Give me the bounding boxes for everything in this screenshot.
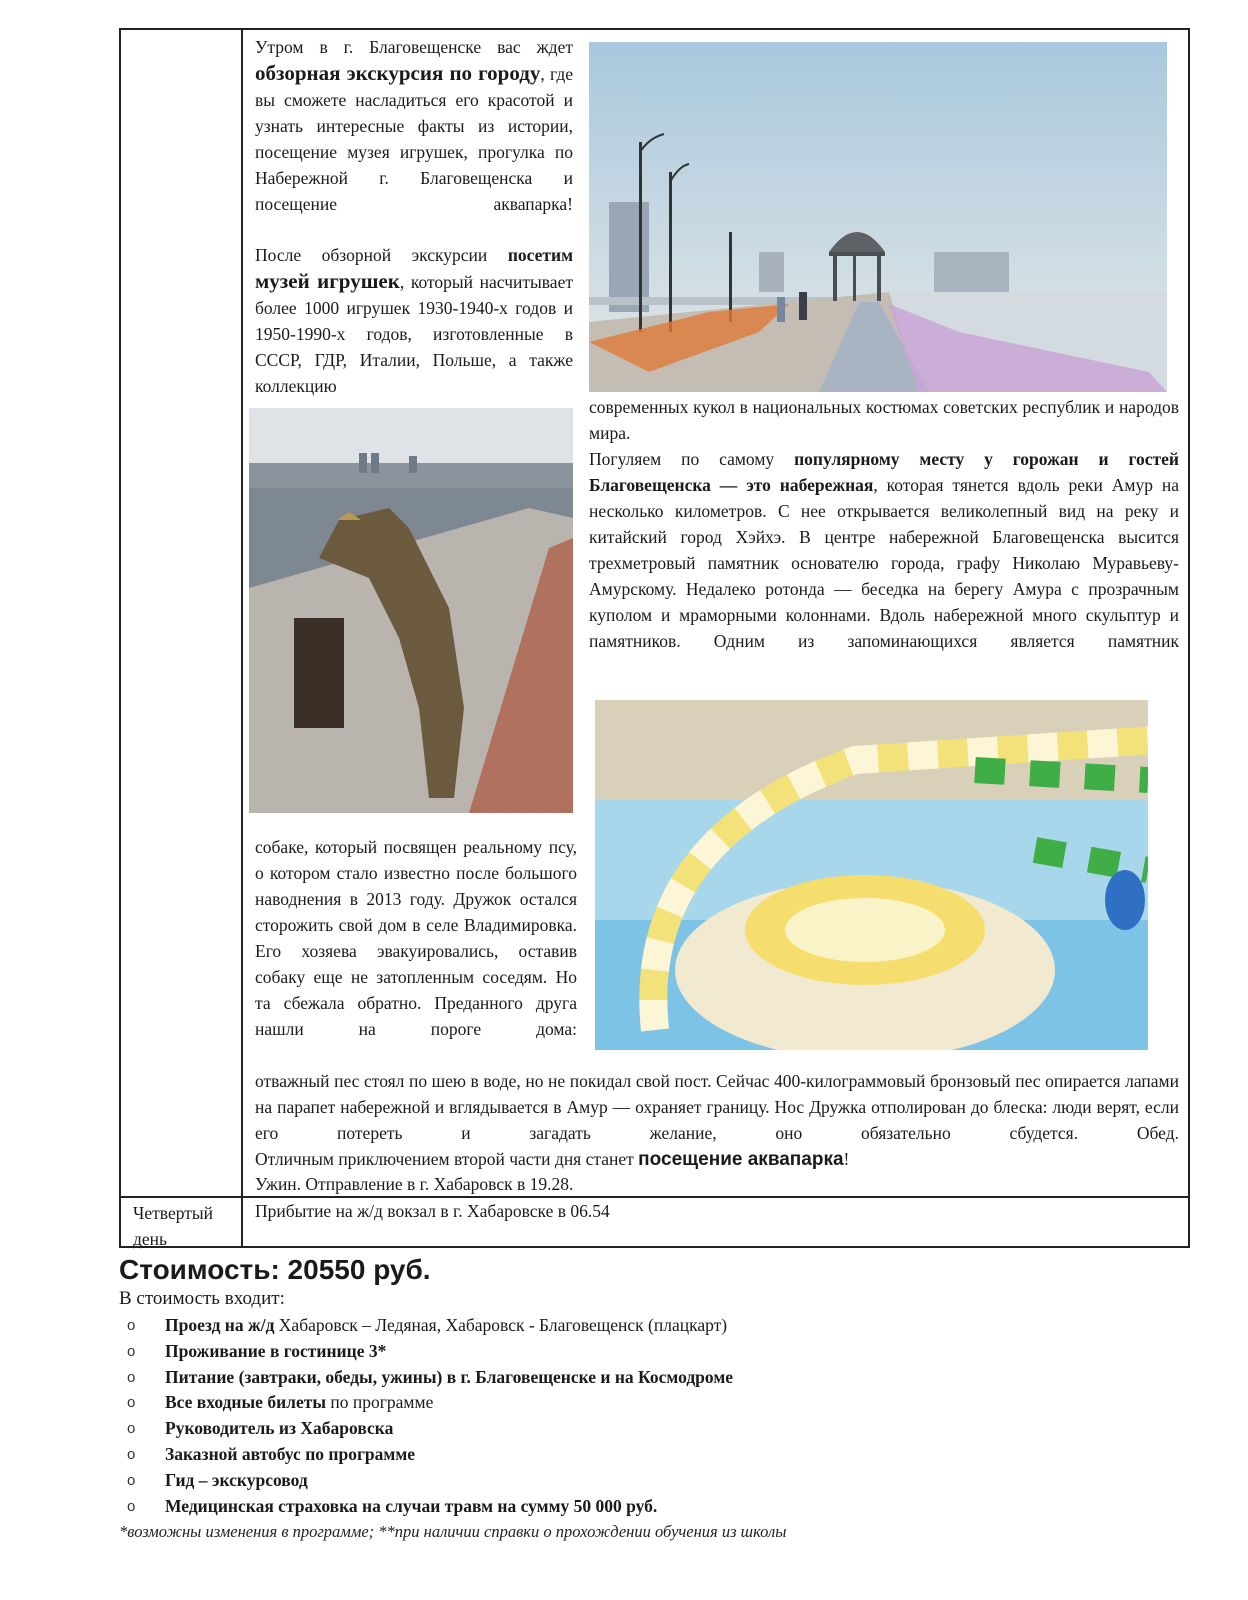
text: собаке, который посвящен реальному псу, о котором стало известно после большого наводнения в 2013 году. Дружок остался сторожить свой дом в селе Владимировка. Его хозяева эвакуировались, оставив собаку еще не затопленным соседям. Но та сбежала обратно. Преданного друга нашли на пороге дома:	[255, 837, 577, 1039]
bold-text: Проезд на ж/д	[165, 1315, 275, 1335]
bullet-icon: o	[127, 1471, 136, 1489]
bullet-icon: o	[127, 1445, 136, 1463]
bullet-icon: o	[127, 1497, 136, 1515]
bold-text: Руководитель из Хабаровска	[165, 1418, 394, 1439]
bullet-icon: o	[127, 1394, 136, 1412]
bullet-icon: o	[127, 1368, 136, 1386]
list-item	[127, 1339, 733, 1365]
bold-text: Заказной автобус по программе	[165, 1443, 416, 1464]
text: !	[843, 1149, 850, 1169]
paragraph-dog-story-cont	[255, 1068, 1179, 1146]
bold-text: Все входные билеты	[165, 1392, 326, 1413]
bullet-icon: o	[127, 1342, 136, 1360]
bold-text: посетим	[507, 245, 573, 265]
list-item	[127, 1442, 733, 1468]
footnote: *возможны изменения в программе; **при наличии справки о прохождении обучения из школы	[119, 1522, 787, 1541]
bullet-icon: o	[127, 1420, 136, 1438]
bold-text: обзорная экскурсия по городу	[255, 61, 541, 85]
list-item	[127, 1494, 733, 1520]
text: После обзорной экскурсии	[255, 245, 508, 265]
bold-text: музей игрушек	[255, 269, 400, 293]
day4-text: Прибытие на ж/д вокзал в г. Хабаровске в 06.54	[255, 1201, 610, 1221]
bold-text: посещение аквапарка	[638, 1149, 844, 1170]
paragraph-toy-museum	[255, 242, 573, 399]
text: , которая тянется вдоль реки Амур на несколько километров. С нее открывается великолепный вид на реку и китайский город Хэйхэ. В центре набережной Благовещенска высится трехметровый памятник основателю города, графу Николаю Муравьеву-Амурскому. Недалеко ротонда — беседка на берегу Амура с прозрачным куполом и мраморными колоннами. Вдоль набережной много скульптур и памятников. Одним из запоминающихся является памятник	[589, 475, 1179, 651]
text: Утром в г. Благовещенске вас ждет	[255, 37, 573, 57]
includes-title: В стоимость входит:	[119, 1288, 285, 1309]
day-label-fourth: Четвертый день	[133, 1203, 214, 1249]
text: по программе	[326, 1392, 434, 1413]
column-divider	[241, 30, 243, 1246]
bold-text: популярному месту у горожан и гостей Благовещенска — это набережная	[589, 449, 1179, 495]
list-item	[127, 1390, 733, 1416]
price-heading: Стоимость: 20550 руб.	[119, 1254, 431, 1285]
bullet-icon: o	[127, 1317, 136, 1334]
list-item	[127, 1468, 733, 1494]
paragraph-dolls	[589, 394, 1179, 446]
bold-text: Проживание в гостинице 3*	[165, 1340, 387, 1361]
embankment-photo	[589, 42, 1167, 392]
text: , который насчитывает более 1000 игрушек 1930-1940-х годов и 1950-1990-х годов, изготовленные в СССР, ГДР, Италии, Польше, а также коллекцию	[255, 272, 573, 396]
paragraph-embankment	[589, 446, 1179, 654]
paragraph-dog-story	[255, 834, 577, 1042]
text: , где вы сможете насладиться его красотой и узнать интересные факты из истории, посещение музея игрушек, прогулка по Набережной г. Благовещенска и посещение аквапарка!	[255, 64, 573, 214]
list-item	[127, 1365, 733, 1391]
itinerary-table	[119, 28, 1190, 1248]
bold-text: Гид – экскурсовод	[165, 1469, 308, 1490]
text: Ужин. Отправление в г. Хабаровск в 19.28.	[255, 1174, 574, 1194]
text: Хабаровск – Ледяная, Хабаровск - Благовещенск (плацкарт)	[274, 1315, 728, 1335]
dog-monument-photo	[249, 408, 573, 813]
text: Погуляем по самому	[589, 449, 795, 469]
text: Отличным приключением второй части дня станет	[255, 1149, 639, 1169]
list-item	[127, 1416, 733, 1442]
bold-text: Питание (завтраки, обеды, ужины) в г. Благовещенске и на Космодроме	[165, 1366, 734, 1387]
list-item	[127, 1313, 733, 1339]
text: современных кукол в национальных костюмах советских республик и народов мира.	[589, 397, 1179, 443]
aquapark-photo	[595, 700, 1148, 1050]
text: отважный пес стоял по шею в воде, но не покидал свой пост. Сейчас 400-килограммовый бронзовый пес опирается лапами на парапет набережной и вглядывается в Амур — охраняет границу. Нос Дружка отполирован до блеска: люди верят, если его потереть и загадать желание, оно обязательно сбудется. Обед.	[255, 1071, 1179, 1143]
paragraph-city-tour	[255, 34, 573, 217]
paragraph-aquapark	[255, 1146, 1179, 1173]
bold-text: Медицинская страховка на случаи травм на сумму 50 000 руб.	[165, 1495, 658, 1516]
paragraph-departure	[255, 1171, 1179, 1197]
includes-list	[127, 1313, 733, 1519]
